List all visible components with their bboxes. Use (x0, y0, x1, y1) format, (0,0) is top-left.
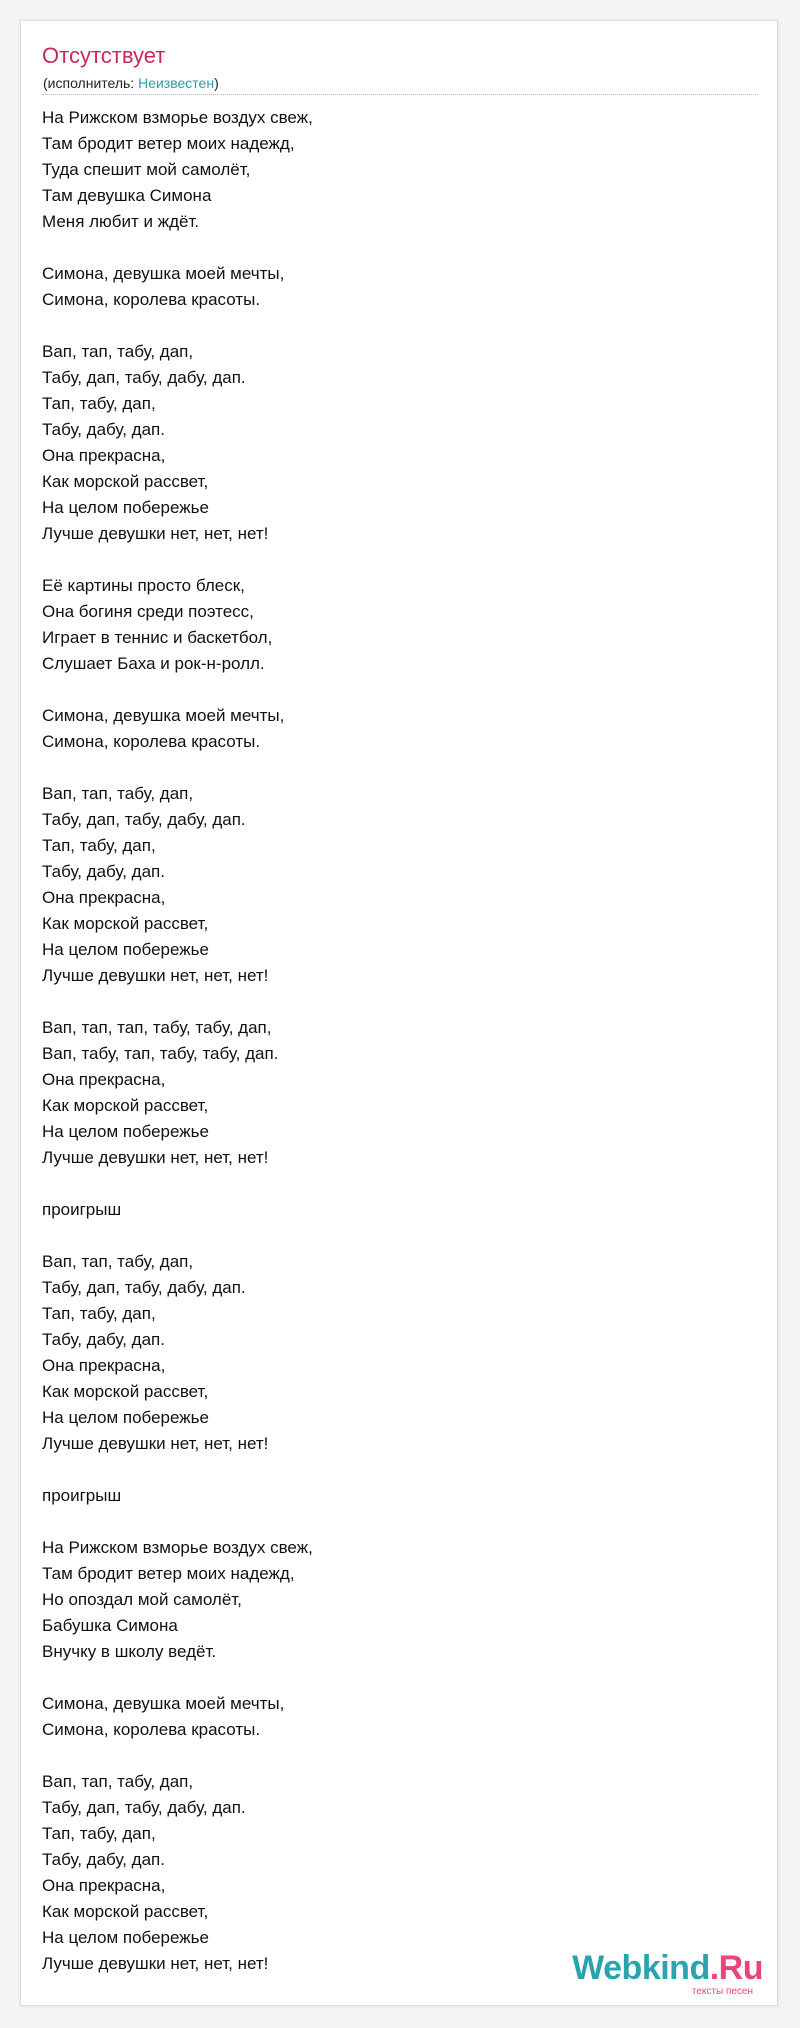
song-title: Отсутствует (42, 43, 166, 68)
artist-line (43, 75, 219, 92)
lyrics-card (20, 20, 778, 2006)
logo-main-text: Webkind (572, 1949, 710, 1987)
artist-link[interactable]: Неизвестен (138, 75, 215, 91)
artist-prefix: (исполнитель: (43, 75, 139, 91)
logo-tagline: тексты песен (691, 1986, 753, 1997)
logo-wordmark (572, 1951, 763, 1985)
webkind-logo[interactable] (563, 1951, 763, 1997)
title-divider (42, 94, 758, 95)
artist-suffix: ) (214, 75, 219, 91)
lyrics-text: На Рижском взморье воздух свеж, Там бродит ветер моих надежд, Туда спешит мой самолёт, Там девушка Симона Меня любит и ждёт. Симона, девушка моей мечты, Симона, королева красоты. Вап, тап, табу, дап, Табу, дап, табу, дабу, дап. Тап, табу, дап, Табу, дабу, дап. Она прекрасна, Как морской рассвет, На целом побережье Лучше девушки нет, нет, нет! Её картины просто блеск, Она богиня среди поэтесс, Играет в теннис и баскетбол, Слушает Баха и рок-н-ролл. Симона, девушка моей мечты, Симона, королева красоты. Вап, тап, табу, дап, Табу, дап, табу, дабу, дап. Тап, табу, дап, Табу, дабу, дап. Она прекрасна, Как морской рассвет, На целом побережье Лучше девушки нет, нет, нет! Вап, тап, тап, табу, табу, дап, Вап, табу, тап, табу, табу, дап. Она прекрасна, Как морской рассвет, На целом побережье Лучше девушки нет, нет, нет! проигрыш Вап, тап, табу, дап, Табу, дап, табу, дабу, дап. Тап, табу, дап, Табу, дабу, дап. Она прекрасна, Как морской рассвет, На целом побережье Лучше девушки нет, нет, нет! проигрыш На Рижском взморье воздух свеж, Там бродит ветер моих надежд, Но опоздал мой самолёт, Бабушка Симона Внучку в школу ведёт. Симона, девушка моей мечты, Симона, королева красоты. Вап, тап, табу, дап, Табу, дап, табу, дабу, дап. Тап, табу, дап, Табу, дабу, дап. Она прекрасна, Как морской рассвет, На целом побережье Лучше девушки нет, нет, нет! (42, 108, 313, 1973)
logo-tld: .Ru (709, 1949, 763, 1987)
